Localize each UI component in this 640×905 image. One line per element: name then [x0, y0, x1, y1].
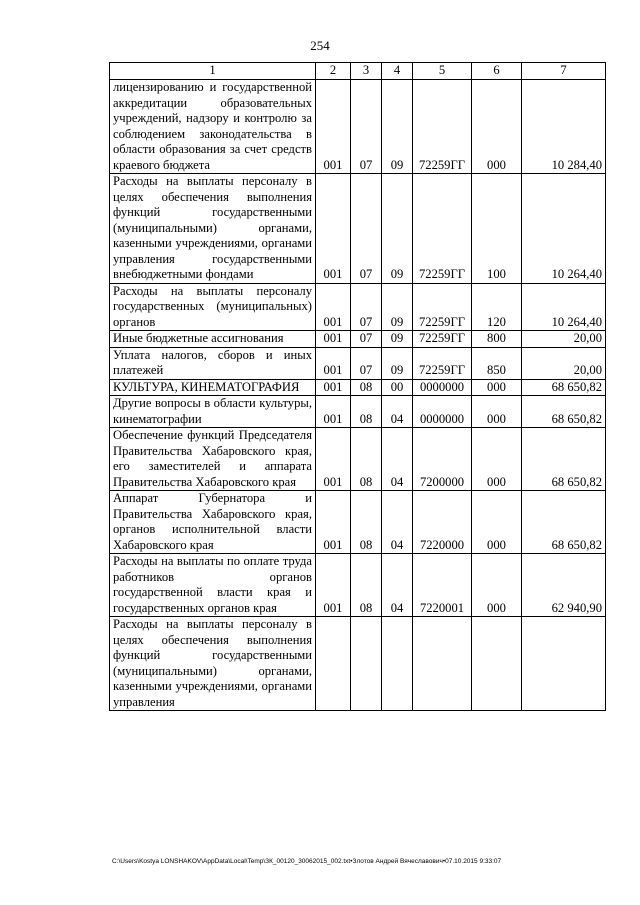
subsection-cell: 09 [382, 347, 413, 379]
section-cell: 08 [351, 491, 382, 554]
target-article-cell: 0000000 [413, 379, 472, 396]
subsection-cell: 04 [382, 554, 413, 617]
amount-cell: 68 650,82 [522, 428, 606, 491]
department-code-cell: 001 [316, 396, 351, 428]
subsection-cell: 09 [382, 283, 413, 331]
target-article-cell: 7220000 [413, 491, 472, 554]
target-article-cell: 72259ГГ [413, 283, 472, 331]
row-name-cell: Аппарат Губернатора и Правительства Хабаровского края, органов исполнительной власти Хабаровского края [110, 491, 316, 554]
table-row [110, 554, 606, 617]
table-row [110, 491, 606, 554]
table-header-row [110, 63, 606, 80]
expense-type-cell: 000 [472, 491, 522, 554]
amount-cell: 68 650,82 [522, 379, 606, 396]
subsection-cell: 09 [382, 80, 413, 174]
expense-type-cell: 000 [472, 428, 522, 491]
table-row [110, 331, 606, 348]
amount-cell: 62 940,90 [522, 554, 606, 617]
department-code-cell: 001 [316, 379, 351, 396]
table-row [110, 347, 606, 379]
section-cell: 07 [351, 331, 382, 348]
section-cell: 08 [351, 554, 382, 617]
department-code-cell: 001 [316, 80, 351, 174]
target-article-cell: 72259ГГ [413, 174, 472, 284]
table-row [110, 379, 606, 396]
department-code-cell: 001 [316, 283, 351, 331]
header-cell: 7 [522, 63, 606, 80]
expense-type-cell: 850 [472, 347, 522, 379]
row-name-cell: лицензированию и государственной аккредитации образовательных учреждений, надзору и контролю за соблюдением законодательства в области образования за счет средств краевого бюджета [110, 80, 316, 174]
department-code-cell: 001 [316, 331, 351, 348]
section-cell: 07 [351, 283, 382, 331]
amount-cell: 68 650,82 [522, 396, 606, 428]
target-article-cell: 72259ГГ [413, 80, 472, 174]
subsection-cell: 04 [382, 396, 413, 428]
department-code-cell [316, 617, 351, 711]
header-cell: 6 [472, 63, 522, 80]
header-cell: 1 [110, 63, 316, 80]
budget-table [109, 62, 606, 711]
section-cell [351, 617, 382, 711]
amount-cell: 10 264,40 [522, 283, 606, 331]
department-code-cell: 001 [316, 554, 351, 617]
row-name-cell: Иные бюджетные ассигнования [110, 331, 316, 348]
expense-type-cell: 120 [472, 283, 522, 331]
amount-cell: 20,00 [522, 331, 606, 348]
subsection-cell: 04 [382, 491, 413, 554]
table-row [110, 80, 606, 174]
row-name-cell: Расходы на выплаты по оплате труда работников органов государственной власти края и государственных органов края [110, 554, 316, 617]
amount-cell: 10 284,40 [522, 80, 606, 174]
expense-type-cell: 800 [472, 331, 522, 348]
subsection-cell: 09 [382, 331, 413, 348]
target-article-cell: 7200000 [413, 428, 472, 491]
row-name-cell: Уплата налогов, сборов и иных платежей [110, 347, 316, 379]
section-cell: 07 [351, 80, 382, 174]
expense-type-cell [472, 617, 522, 711]
subsection-cell [382, 617, 413, 711]
target-article-cell: 72259ГГ [413, 347, 472, 379]
table-row [110, 617, 606, 711]
table-row [110, 428, 606, 491]
amount-cell: 20,00 [522, 347, 606, 379]
expense-type-cell: 000 [472, 554, 522, 617]
amount-cell [522, 617, 606, 711]
expense-type-cell: 000 [472, 379, 522, 396]
row-name-cell: Другие вопросы в области культуры, кинематографии [110, 396, 316, 428]
section-cell: 08 [351, 379, 382, 396]
header-cell: 5 [413, 63, 472, 80]
row-name-cell: Расходы на выплаты персоналу в целях обеспечения выполнения функций государственными (муниципальными) органами, казенными учреждениями, органами управления [110, 617, 316, 711]
amount-cell: 68 650,82 [522, 491, 606, 554]
header-cell: 4 [382, 63, 413, 80]
target-article-cell: 0000000 [413, 396, 472, 428]
row-name-cell: КУЛЬТУРА, КИНЕМАТОГРАФИЯ [110, 379, 316, 396]
table-row [110, 174, 606, 284]
department-code-cell: 001 [316, 428, 351, 491]
section-cell: 07 [351, 174, 382, 284]
section-cell: 08 [351, 396, 382, 428]
subsection-cell: 09 [382, 174, 413, 284]
department-code-cell: 001 [316, 491, 351, 554]
department-code-cell: 001 [316, 347, 351, 379]
amount-cell: 10 264,40 [522, 174, 606, 284]
department-code-cell: 001 [316, 174, 351, 284]
subsection-cell: 00 [382, 379, 413, 396]
row-name-cell: Обеспечение функций Председателя Правительства Хабаровского края, его заместителей и аппарата Правительства Хабаровского края [110, 428, 316, 491]
subsection-cell: 04 [382, 428, 413, 491]
target-article-cell [413, 617, 472, 711]
expense-type-cell: 000 [472, 80, 522, 174]
table-row [110, 283, 606, 331]
page-number: 254 [310, 38, 330, 53]
row-name-cell: Расходы на выплаты персоналу в целях обеспечения выполнения функций государственными (муниципальными) органами, казенными учреждениями, органами управления государственными внебюджетными фондами [110, 174, 316, 284]
header-cell: 2 [316, 63, 351, 80]
target-article-cell: 7220001 [413, 554, 472, 617]
row-name-cell: Расходы на выплаты персоналу государственных (муниципальных) органов [110, 283, 316, 331]
file-path-footer: C:\Users\Kostya LONSHAKOV\AppData\Local\Temp\ЗК_00120_30062015_002.txt•Злотов Андрей Вячеславович•07.10.2015 9:33:07 [112, 858, 502, 865]
expense-type-cell: 100 [472, 174, 522, 284]
section-cell: 08 [351, 428, 382, 491]
table-row [110, 396, 606, 428]
header-cell: 3 [351, 63, 382, 80]
section-cell: 07 [351, 347, 382, 379]
expense-type-cell: 000 [472, 396, 522, 428]
target-article-cell: 72259ГГ [413, 331, 472, 348]
